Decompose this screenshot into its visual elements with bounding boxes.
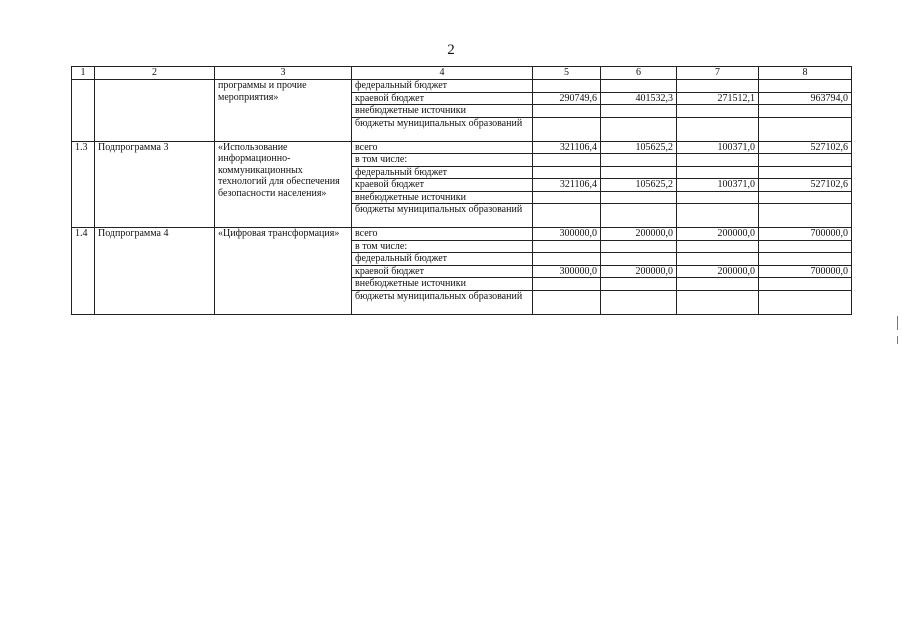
funding-source-cell: в том числе:	[352, 154, 533, 167]
amount-cell: 321106,4	[533, 141, 601, 154]
amount-cell: 700000,0	[759, 265, 852, 278]
program-name-cell	[95, 80, 215, 142]
funding-source-cell: краевой бюджет	[352, 179, 533, 192]
funding-source-cell: в том числе:	[352, 240, 533, 253]
amount-cell	[759, 204, 852, 228]
scan-edge-mark	[897, 316, 898, 330]
amount-cell	[533, 204, 601, 228]
amount-cell	[677, 191, 759, 204]
table-row	[72, 228, 852, 241]
amount-cell: 200000,0	[601, 265, 677, 278]
table-row	[72, 80, 852, 93]
amount-cell: 100371,0	[677, 179, 759, 192]
amount-cell: 700000,0	[759, 228, 852, 241]
amount-cell	[533, 278, 601, 291]
amount-cell	[533, 253, 601, 266]
amount-cell	[601, 191, 677, 204]
amount-cell	[533, 290, 601, 314]
amount-cell	[601, 240, 677, 253]
amount-cell	[759, 154, 852, 167]
amount-cell	[677, 240, 759, 253]
column-header: 1	[72, 67, 95, 80]
amount-cell	[759, 253, 852, 266]
column-header: 4	[352, 67, 533, 80]
row-number-cell: 1.4	[72, 228, 95, 315]
funding-source-cell: всего	[352, 141, 533, 154]
amount-cell: 200000,0	[601, 228, 677, 241]
funding-source-cell: бюджеты муниципальных образований	[352, 117, 533, 141]
amount-cell	[759, 105, 852, 118]
funding-source-cell: внебюджетные источники	[352, 105, 533, 118]
column-header: 6	[601, 67, 677, 80]
amount-cell	[677, 204, 759, 228]
amount-cell	[759, 278, 852, 291]
column-header: 3	[215, 67, 352, 80]
amount-cell: 401532,3	[601, 92, 677, 105]
amount-cell: 271512,1	[677, 92, 759, 105]
amount-cell	[677, 278, 759, 291]
amount-cell	[533, 154, 601, 167]
amount-cell	[677, 80, 759, 93]
amount-cell: 300000,0	[533, 228, 601, 241]
scan-edge-mark	[897, 336, 898, 344]
funding-source-cell: внебюджетные источники	[352, 191, 533, 204]
amount-cell	[533, 166, 601, 179]
amount-cell	[533, 117, 601, 141]
amount-cell	[533, 80, 601, 93]
row-number-cell	[72, 80, 95, 142]
table-header-row	[72, 67, 852, 80]
amount-cell	[677, 253, 759, 266]
amount-cell	[601, 80, 677, 93]
amount-cell: 963794,0	[759, 92, 852, 105]
amount-cell	[759, 117, 852, 141]
row-number-cell: 1.3	[72, 141, 95, 228]
amount-cell: 200000,0	[677, 228, 759, 241]
column-header: 2	[95, 67, 215, 80]
amount-cell	[759, 166, 852, 179]
amount-cell	[759, 80, 852, 93]
column-header: 5	[533, 67, 601, 80]
program-description-cell: программы и прочие мероприятия»	[215, 80, 352, 142]
program-name-cell: Подпрограмма 3	[95, 141, 215, 228]
budget-table	[71, 66, 852, 315]
page-number: 2	[447, 42, 455, 58]
amount-cell	[533, 191, 601, 204]
amount-cell	[533, 240, 601, 253]
program-name-cell: Подпрограмма 4	[95, 228, 215, 315]
amount-cell	[677, 117, 759, 141]
funding-source-cell: краевой бюджет	[352, 265, 533, 278]
funding-source-cell: федеральный бюджет	[352, 80, 533, 93]
amount-cell	[601, 253, 677, 266]
column-header: 8	[759, 67, 852, 80]
funding-source-cell: федеральный бюджет	[352, 166, 533, 179]
amount-cell	[601, 278, 677, 291]
amount-cell	[677, 154, 759, 167]
funding-source-cell: бюджеты муниципальных образований	[352, 204, 533, 228]
amount-cell: 527102,6	[759, 141, 852, 154]
amount-cell	[759, 191, 852, 204]
program-description-cell: «Использование информационно-коммуникационных технологий для обеспечения безопасности населения»	[215, 141, 352, 228]
table-row	[72, 141, 852, 154]
amount-cell	[601, 290, 677, 314]
amount-cell: 290749,6	[533, 92, 601, 105]
amount-cell: 105625,2	[601, 141, 677, 154]
funding-source-cell: внебюджетные источники	[352, 278, 533, 291]
amount-cell	[601, 154, 677, 167]
funding-source-cell: краевой бюджет	[352, 92, 533, 105]
amount-cell	[759, 240, 852, 253]
program-description-cell: «Цифровая трансформация»	[215, 228, 352, 315]
amount-cell	[601, 117, 677, 141]
amount-cell	[533, 105, 601, 118]
funding-source-cell: бюджеты муниципальных образований	[352, 290, 533, 314]
amount-cell: 321106,4	[533, 179, 601, 192]
amount-cell	[601, 166, 677, 179]
amount-cell: 200000,0	[677, 265, 759, 278]
funding-source-cell: федеральный бюджет	[352, 253, 533, 266]
column-header: 7	[677, 67, 759, 80]
amount-cell	[677, 166, 759, 179]
amount-cell	[601, 204, 677, 228]
amount-cell: 105625,2	[601, 179, 677, 192]
amount-cell: 100371,0	[677, 141, 759, 154]
amount-cell	[677, 105, 759, 118]
amount-cell	[759, 290, 852, 314]
funding-source-cell: всего	[352, 228, 533, 241]
budget-table-body	[72, 67, 852, 315]
amount-cell: 300000,0	[533, 265, 601, 278]
amount-cell: 527102,6	[759, 179, 852, 192]
amount-cell	[601, 105, 677, 118]
amount-cell	[677, 290, 759, 314]
